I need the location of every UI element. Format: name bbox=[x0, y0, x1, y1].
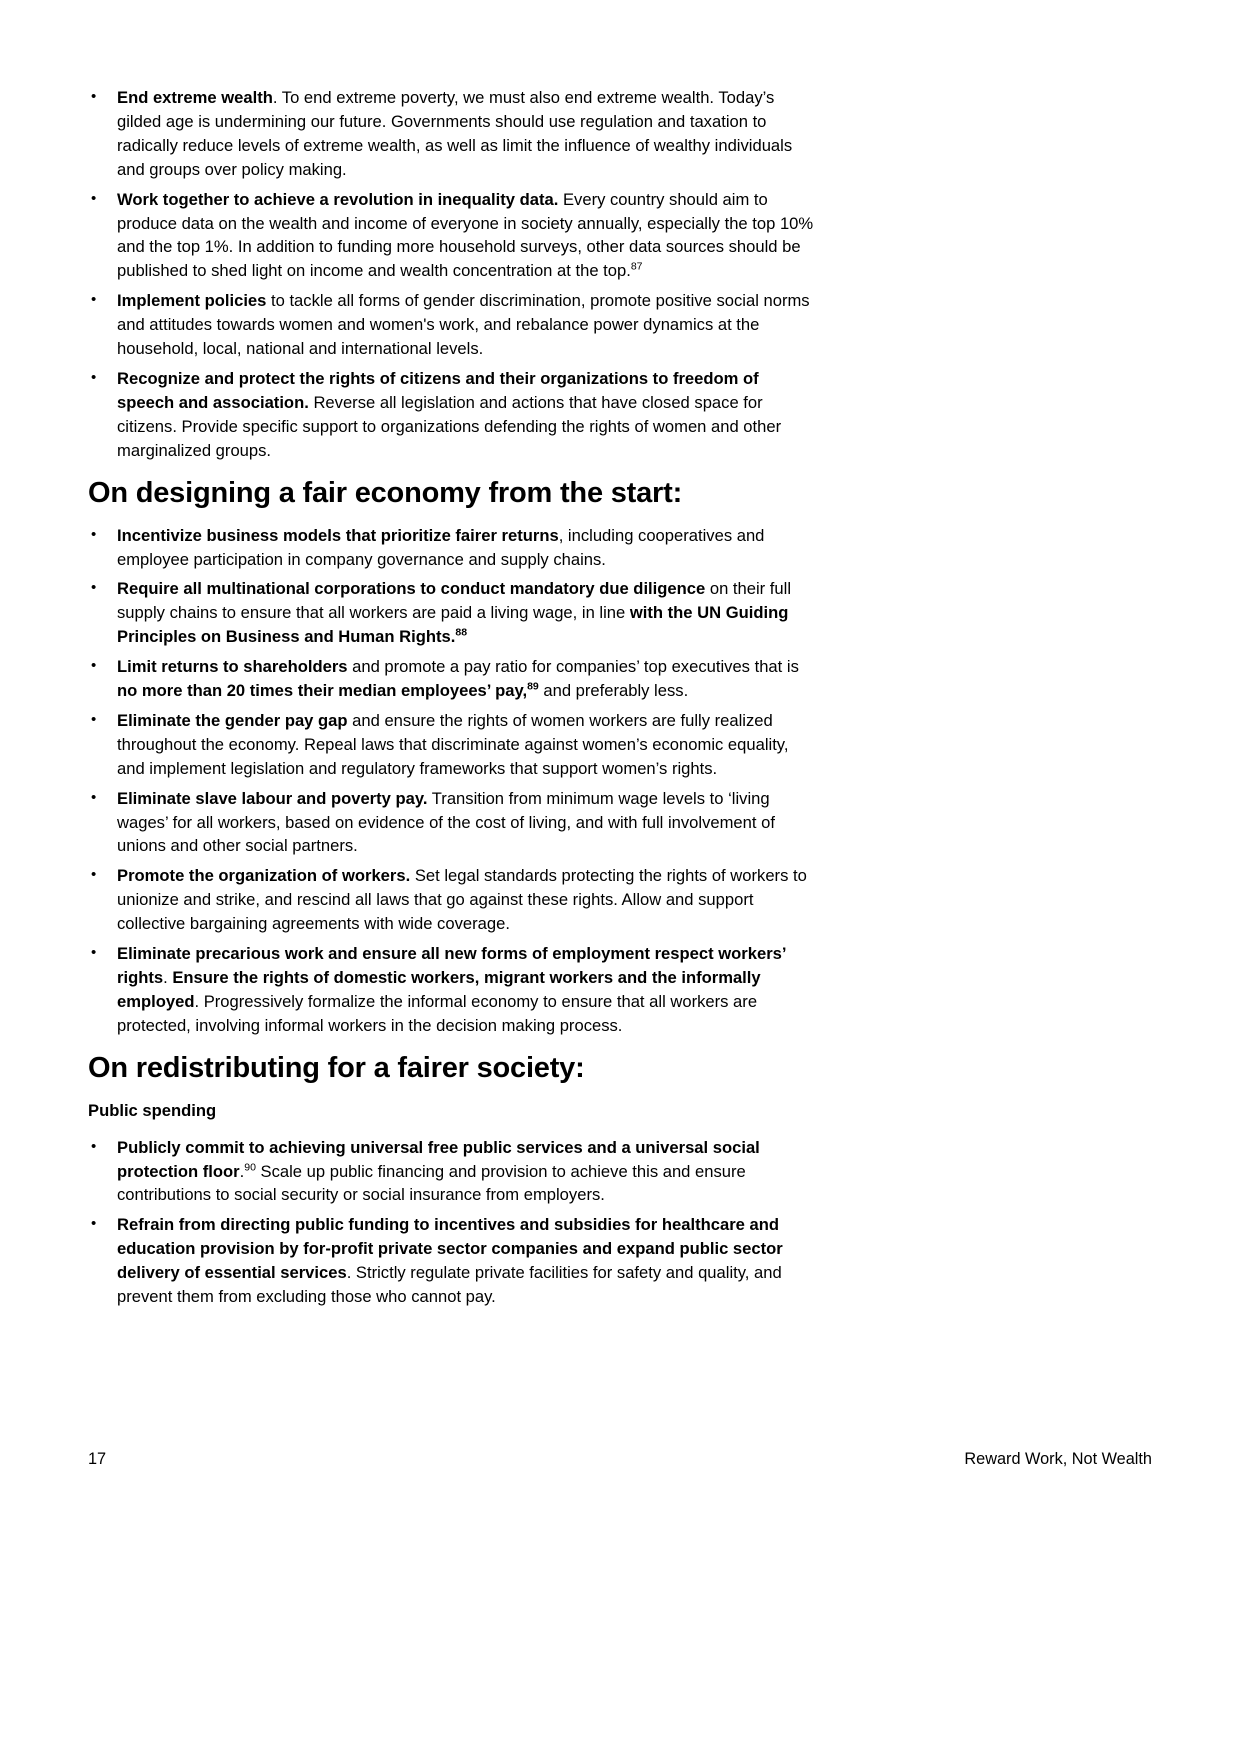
bullet-icon: • bbox=[91, 88, 97, 105]
body-text: Every country should aim to produce data on the wealth and income of everyone in society annually, especially the top 10% and the top 1%. In addition to funding more household surveys, other data sources should be published to shed light on income and wealth concentration at the top. bbox=[117, 189, 814, 281]
bullet-item bbox=[88, 524, 816, 572]
bold-text: Eliminate slave labour and poverty pay. bbox=[117, 788, 428, 808]
bullet-icon: • bbox=[91, 579, 97, 597]
bullet-icon: • bbox=[91, 1137, 97, 1155]
bullet-item bbox=[88, 655, 816, 703]
bullet-text bbox=[117, 190, 813, 281]
body-text: on their full supply chains to ensure that all workers are paid a living wage, in line bbox=[117, 579, 792, 623]
bullet-icon: • bbox=[91, 657, 97, 675]
body-text: . bbox=[239, 1161, 245, 1181]
bold-text: Implement policies bbox=[117, 291, 267, 311]
body-text: Scale up public financing and provision to achieve this and ensure contributions to social security or social insurance from employers. bbox=[117, 1161, 746, 1205]
footnote-reference: 88 bbox=[455, 626, 468, 639]
footnote-reference: 90 bbox=[244, 1161, 256, 1173]
bullet-icon: • bbox=[91, 189, 97, 207]
bullet-text bbox=[117, 369, 781, 460]
bold-text: Refrain from directing public funding to incentives and subsidies for healthcare and education provision by for-profit private sector companies and expand public sector delivery of essential services bbox=[117, 1215, 783, 1283]
bullet-icon: • bbox=[91, 368, 97, 386]
footnote-reference: 89 bbox=[527, 680, 539, 693]
bold-text: Eliminate precarious work and ensure all new forms of employment respect workers’ rights bbox=[117, 944, 786, 987]
body-text: and ensure the rights of women workers are fully realized throughout the economy. Repeal laws that discriminate against women’s economic equality, and implement legislation and regulatory frameworks that support women’s rights. bbox=[117, 710, 789, 778]
bullet-text bbox=[117, 657, 799, 700]
body-text: and promote a pay ratio for companies’ top executives that is bbox=[347, 657, 799, 677]
bullet-text bbox=[117, 789, 775, 856]
document-title: Reward Work, Not Wealth bbox=[964, 1450, 1152, 1468]
bullet-list bbox=[88, 524, 816, 1038]
body-text: , including cooperatives and employee participation in company governance and supply chains. bbox=[117, 525, 765, 569]
bullet-icon: • bbox=[91, 710, 97, 728]
bullet-item bbox=[88, 787, 816, 859]
body-text: Set legal standards protecting the rights of workers to unionize and strike, and rescind all laws that go against these rights. Allow and support collective bargaining agreements with wide coverage. bbox=[117, 866, 807, 934]
section-heading: On redistributing for a fairer society: bbox=[88, 1051, 585, 1084]
bold-text: Ensure the rights of domestic workers, migrant workers and the informally employed bbox=[117, 968, 761, 1011]
page-footer bbox=[88, 1449, 1152, 1469]
bullet-item bbox=[88, 1136, 816, 1208]
bullet-icon: • bbox=[91, 525, 97, 543]
bullet-text bbox=[117, 1215, 783, 1306]
bold-text: Incentivize business models that prioritize fairer returns bbox=[117, 525, 559, 545]
bold-text: Require all multinational corporations to conduct mandatory due diligence bbox=[117, 579, 706, 599]
bullet-icon: • bbox=[91, 866, 97, 884]
body-text: and preferably less. bbox=[538, 681, 689, 701]
page-number: 17 bbox=[88, 1450, 107, 1468]
bold-text: End extreme wealth bbox=[117, 88, 273, 107]
subsection-heading: Public spending bbox=[88, 1100, 217, 1120]
bullet-item bbox=[88, 367, 816, 463]
body-text: . bbox=[163, 968, 173, 987]
bullet-text bbox=[117, 88, 792, 179]
bullet-icon: • bbox=[91, 1215, 97, 1233]
bullet-item bbox=[88, 188, 816, 284]
bold-text: no more than 20 times their median employees’ pay, bbox=[117, 681, 528, 701]
body-text: Reverse all legislation and actions that have closed space for citizens. Provide specific support to organizations defending the rights of women and other marginalized groups. bbox=[117, 392, 782, 460]
bullet-item bbox=[88, 942, 816, 1038]
bullet-text bbox=[117, 579, 791, 646]
bold-text: Recognize and protect the rights of citizens and their organizations to freedom of speech and association. bbox=[117, 368, 759, 412]
bold-text: Work together to achieve a revolution in inequality data. bbox=[117, 189, 559, 209]
bold-text: Eliminate the gender pay gap bbox=[117, 710, 348, 730]
bullet-text bbox=[117, 944, 786, 1035]
body-text: . Strictly regulate private facilities for safety and quality, and prevent them from excluding those who cannot pay. bbox=[117, 1263, 782, 1307]
bold-text: with the UN Guiding Principles on Business and Human Rights. bbox=[117, 603, 789, 647]
bullet-text bbox=[117, 711, 789, 778]
bullet-icon: • bbox=[91, 291, 97, 309]
section-heading: On designing a fair economy from the start: bbox=[88, 476, 683, 509]
bullet-item bbox=[88, 864, 816, 936]
document-body bbox=[88, 86, 816, 1315]
bullet-icon: • bbox=[91, 944, 97, 962]
bold-text: Publicly commit to achieving universal free public services and a universal social protection floor bbox=[117, 1137, 760, 1181]
bullet-list bbox=[88, 86, 816, 463]
bold-text: Promote the organization of workers. bbox=[117, 866, 411, 886]
body-text: to tackle all forms of gender discrimination, promote positive social norms and attitudes towards women and women's work, and rebalance power dynamics at the household, local, national and international levels. bbox=[117, 291, 810, 359]
bullet-text bbox=[117, 866, 807, 933]
bullet-icon: • bbox=[91, 788, 97, 806]
bullet-item bbox=[88, 1213, 816, 1309]
body-text: Transition from minimum wage levels to ‘living wages’ for all workers, based on evidence of the cost of living, and with full involvement of unions and other social partners. bbox=[117, 788, 775, 856]
bullet-item bbox=[88, 577, 816, 649]
body-text: . To end extreme poverty, we must also end extreme wealth. Today’s gilded age is undermining our future. Governments should use regulation and taxation to radically reduce levels of extreme wealth, as well as limit the influence of wealthy individuals and groups over policy making. bbox=[117, 88, 793, 179]
bullet-item bbox=[88, 86, 816, 182]
bullet-item bbox=[88, 709, 816, 781]
bullet-text bbox=[117, 1138, 760, 1205]
body-text: . Progressively formalize the informal economy to ensure that all workers are protected, involving informal workers in the decision making process. bbox=[117, 991, 758, 1035]
bullet-list bbox=[88, 1136, 816, 1309]
bullet-item bbox=[88, 289, 816, 361]
bullet-text bbox=[117, 526, 764, 569]
bullet-text bbox=[117, 291, 810, 358]
bold-text: Limit returns to shareholders bbox=[117, 657, 348, 677]
footnote-reference: 87 bbox=[630, 260, 643, 273]
